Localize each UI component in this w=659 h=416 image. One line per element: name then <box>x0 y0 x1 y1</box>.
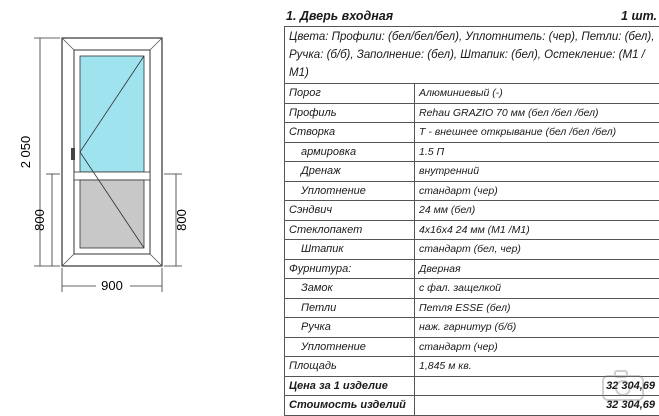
spec-row <box>285 259 659 279</box>
spec-sheet <box>284 0 659 416</box>
spec-value: 4х16х4 24 мм (М1 /М1) <box>415 220 659 240</box>
product-quantity: 1 шт. <box>621 9 657 23</box>
spec-label: Уплотнение <box>285 337 415 357</box>
spec-label: Сэндвич <box>285 201 415 221</box>
spec-value: Rehau GRAZIO 70 мм (бел /бел /бел) <box>415 103 659 123</box>
spec-label: Фурнитура: <box>285 259 415 279</box>
door-handle-icon <box>71 148 75 160</box>
spec-label: Створка <box>285 123 415 143</box>
spec-row <box>285 103 659 123</box>
spec-value: 1.5 П <box>415 142 659 162</box>
spec-label: Площадь <box>285 357 415 377</box>
spec-label: Порог <box>285 84 415 104</box>
right-lower-dimension-label: 800 <box>174 209 189 231</box>
spec-row <box>285 318 659 338</box>
left-lower-dimension-label: 800 <box>32 209 47 231</box>
spec-value: Петля ESSE (бел) <box>415 298 659 318</box>
spec-value: наж. гарнитур (б/б) <box>415 318 659 338</box>
spec-value: Дверная <box>415 259 659 279</box>
transom-bar <box>74 172 150 180</box>
spec-header <box>284 0 659 26</box>
spec-table <box>284 26 659 416</box>
width-dimension-label: 900 <box>101 278 123 293</box>
spec-label: Дренаж <box>285 162 415 182</box>
spec-label: армировка <box>285 142 415 162</box>
spec-value: Алюминиевый (-) <box>415 84 659 104</box>
spec-label: Профиль <box>285 103 415 123</box>
spec-row <box>285 220 659 240</box>
spec-row <box>285 337 659 357</box>
spec-row <box>285 298 659 318</box>
door-diagram <box>0 0 280 405</box>
spec-row <box>285 162 659 182</box>
total-row <box>285 376 659 396</box>
spec-row <box>285 123 659 143</box>
glass-pane <box>80 56 144 172</box>
spec-value: 1,845 м кв. <box>415 357 659 377</box>
spec-row <box>285 84 659 104</box>
color-description: Цвета: Профили: (бел/бел/бел), Уплотнитель: (чер), Петли: (бел), Ручка: (б/б), Заполнение: (бел), Штапик: (бел), Остекление: (М1 /М1) <box>285 27 659 84</box>
spec-value: 24 мм (бел) <box>415 201 659 221</box>
spec-row <box>285 240 659 260</box>
total-value: 32 304,69 <box>415 376 659 396</box>
spec-value: стандарт (чер) <box>415 337 659 357</box>
sandwich-panel <box>80 180 144 248</box>
spec-label: Уплотнение <box>285 181 415 201</box>
spec-row <box>285 201 659 221</box>
spec-value: внутренний <box>415 162 659 182</box>
spec-row <box>285 279 659 299</box>
total-value: 32 304,69 <box>415 396 659 416</box>
spec-row <box>285 142 659 162</box>
color-row <box>285 27 659 84</box>
spec-row <box>285 181 659 201</box>
spec-value: стандарт (чер) <box>415 181 659 201</box>
spec-label: Штапик <box>285 240 415 260</box>
spec-label: Замок <box>285 279 415 299</box>
total-label: Цена за 1 изделие <box>285 376 415 396</box>
door-drawing <box>0 0 280 405</box>
spec-row <box>285 357 659 377</box>
spec-value: стандарт (бел, чер) <box>415 240 659 260</box>
spec-label: Ручка <box>285 318 415 338</box>
spec-value: с фал. защелкой <box>415 279 659 299</box>
spec-label: Петли <box>285 298 415 318</box>
spec-value: Т - внешнее открывание (бел /бел /бел) <box>415 123 659 143</box>
spec-label: Стеклопакет <box>285 220 415 240</box>
product-title: 1. Дверь входная <box>286 9 393 23</box>
total-label: Стоимость изделий <box>285 396 415 416</box>
total-row <box>285 396 659 416</box>
height-dimension-label: 2 050 <box>18 136 33 169</box>
